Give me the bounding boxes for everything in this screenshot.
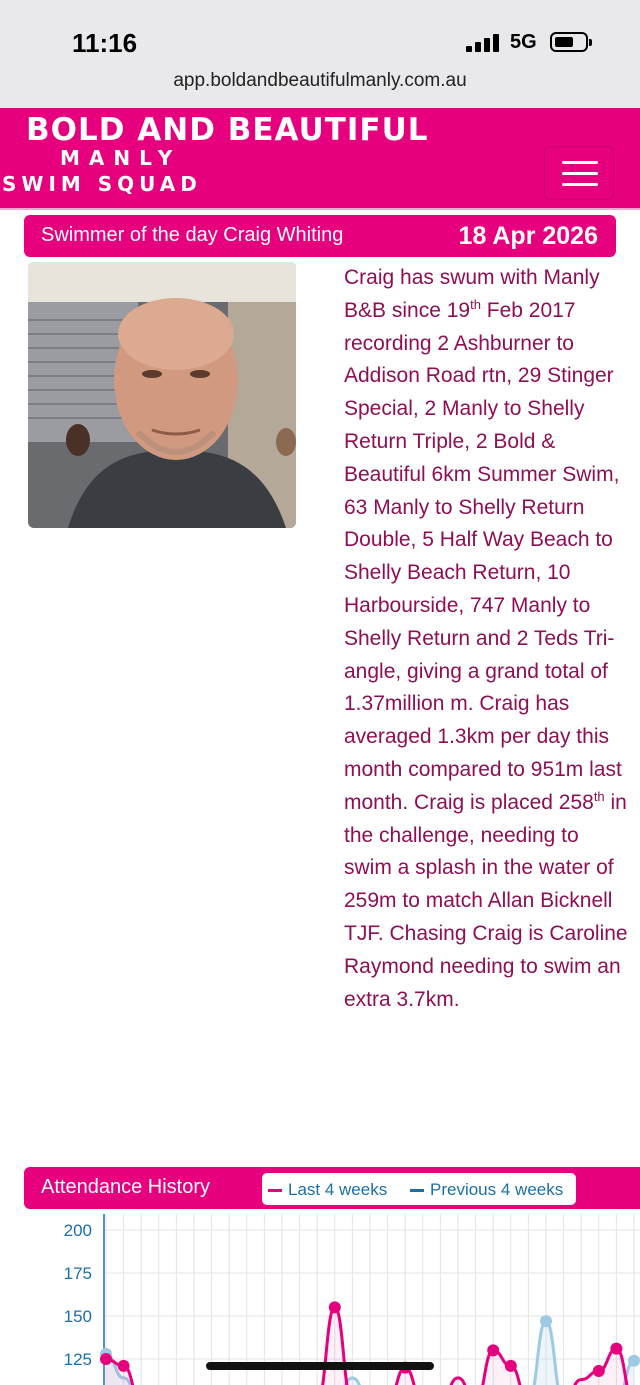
hamburger-menu-button[interactable]: [544, 146, 614, 200]
swimmer-of-day-date: 18 Apr 2026: [458, 222, 598, 250]
legend-previous-4-weeks[interactable]: [410, 1180, 563, 1200]
logo-title[interactable]: BOLD AND BEAUTIFUL: [26, 112, 429, 148]
story-part-3: in the challenge, needing to swim a splash in the water of 259m to match Allan Bicknell TJF. Chasing Craig is Caroline Raymond needing to swim an extra 3.7km.: [344, 790, 628, 1011]
signal-icon: [466, 34, 502, 52]
home-indicator: [206, 1362, 434, 1370]
swimmer-of-day-bar: [24, 215, 616, 257]
attendance-title: Attendance History: [41, 1176, 210, 1198]
legend-last-label: Last 4 weeks: [288, 1180, 388, 1199]
attendance-history-bar: [24, 1167, 640, 1209]
series-previous-point: [540, 1315, 552, 1327]
logo-subtitle-squad: SWIM SQUAD: [2, 172, 202, 196]
legend-swatch-last: [268, 1189, 282, 1192]
logo-subtitle-manly: MANLY: [60, 146, 182, 170]
series-last-point: [593, 1365, 605, 1377]
series-previous-point: [628, 1355, 640, 1367]
story-part-1: Craig has swum with Manly B&B since 19: [344, 266, 600, 322]
legend-last-4-weeks[interactable]: [268, 1180, 387, 1200]
network-type: 5G: [510, 31, 537, 53]
legend-previous-label: Previous 4 weeks: [430, 1180, 564, 1199]
address-bar[interactable]: app.boldandbeautifulmanly.com.au: [173, 70, 467, 91]
legend-swatch-previous: [410, 1189, 424, 1192]
y-tick-label: 125: [63, 1350, 92, 1369]
series-last-point: [487, 1344, 499, 1356]
chart-legend: [262, 1173, 576, 1205]
y-tick-label: 200: [63, 1221, 92, 1240]
swimmer-of-day-label: Swimmer of the day Craig Whiting: [41, 224, 344, 246]
swimmer-photo: [28, 262, 296, 528]
story-ordinal-1: th: [470, 296, 481, 312]
site-header: [0, 108, 640, 210]
attendance-chart: [24, 1214, 640, 1385]
battery-icon: [550, 32, 588, 52]
swimmer-story: [344, 262, 629, 1016]
y-tick-label: 175: [63, 1264, 92, 1283]
series-last-point: [610, 1343, 622, 1355]
series-last-point: [118, 1360, 130, 1372]
series-last-point: [100, 1353, 112, 1365]
status-time: 11:16: [72, 28, 138, 58]
story-ordinal-2: th: [593, 788, 605, 804]
header-divider: [0, 208, 640, 210]
series-last-point: [329, 1301, 341, 1313]
story-part-2: Feb 2017 recording 2 Ashburner to Addison Road rtn, 29 Stinger Special, 2 Manly to Shelly Return Triple, 2 Bold & Beautiful 6km Summer Swim, 63 Manly to Shelly Return Double, 5 Half Way Beach to Shelly Beach Return, 10 Harbourside, 747 Manly to Shelly Return and 2 Teds Tri-angle, giving a grand total of 1.37million m. Craig has averaged 1.3km per day this month compared to 951m last month. Craig is placed 258: [344, 298, 622, 814]
series-last-point: [505, 1360, 517, 1372]
y-tick-label: 150: [63, 1307, 92, 1326]
status-bar: [0, 0, 640, 108]
attendance-chart-svg: [24, 1214, 640, 1385]
